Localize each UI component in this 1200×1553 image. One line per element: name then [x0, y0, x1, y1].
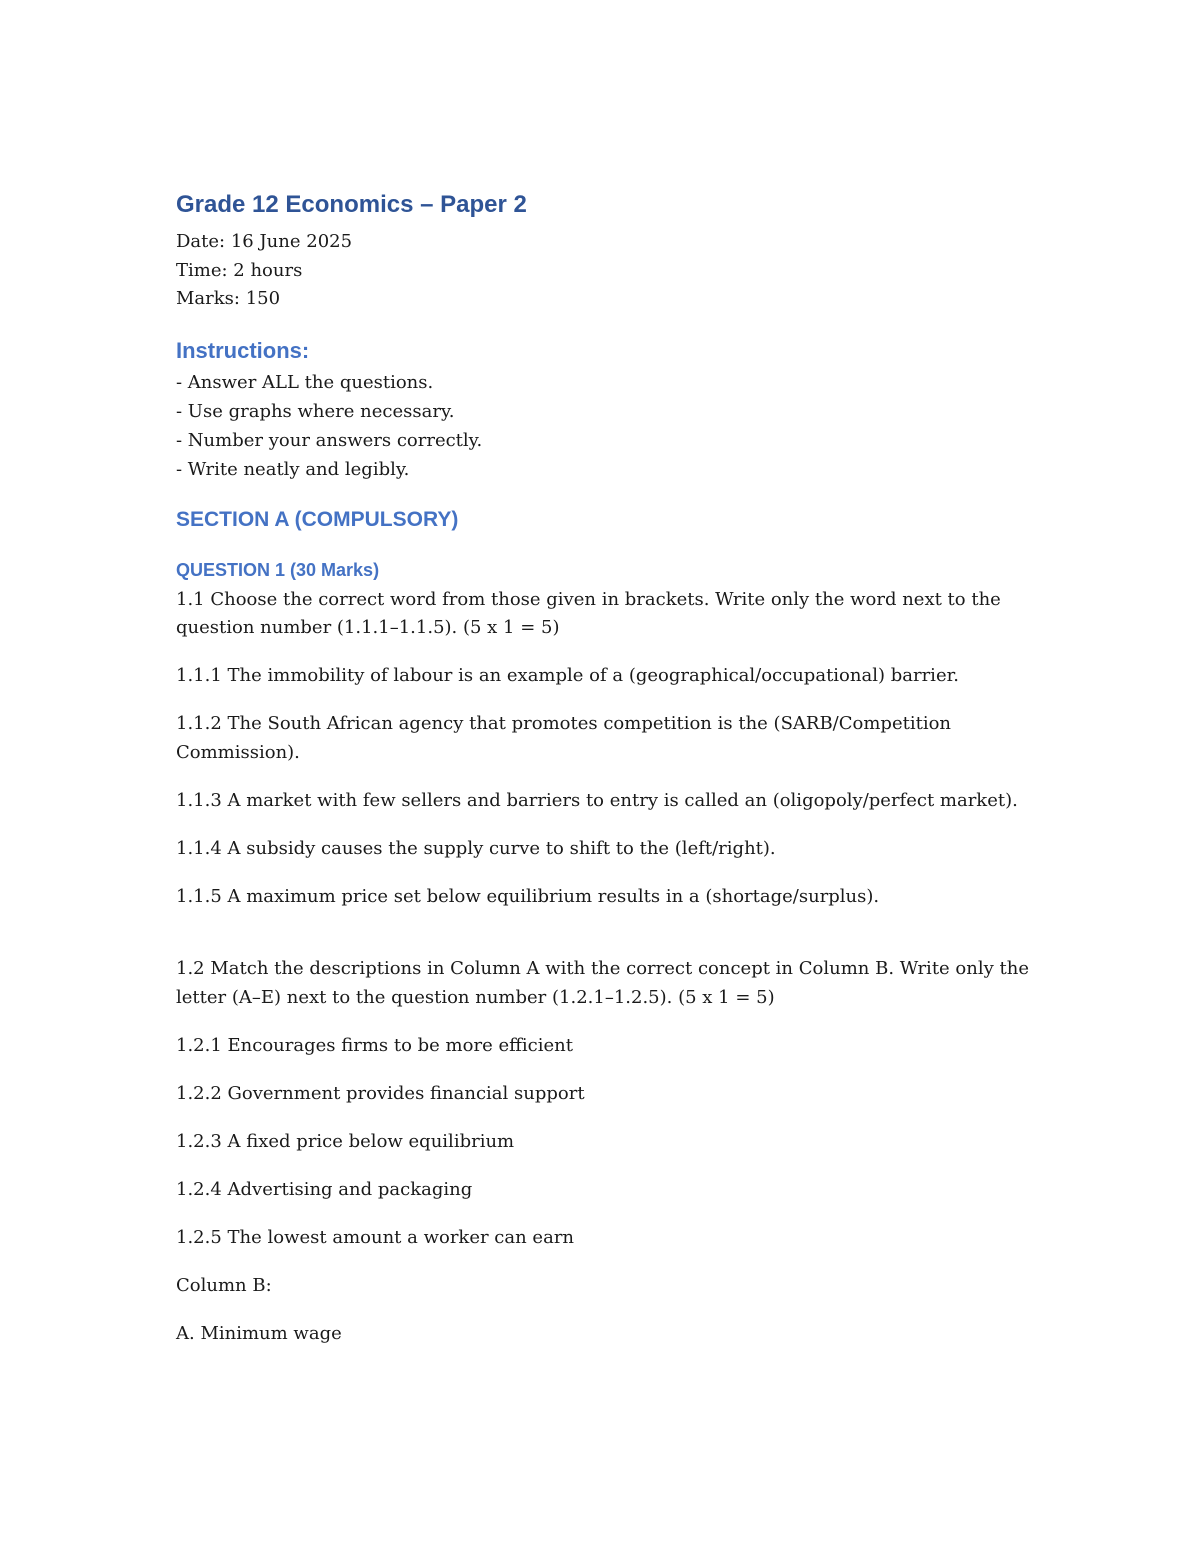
instructions-list — [176, 368, 1046, 484]
instruction-item: - Use graphs where necessary. — [176, 400, 455, 422]
document-title: Grade 12 Economics – Paper 2 — [176, 191, 527, 218]
question-item: 1.2.1 Encourages firms to be more efficient — [176, 1034, 573, 1056]
exam-date: Date: 16 June 2025 — [176, 231, 353, 252]
question-item: 1.2.3 A fixed price below equilibrium — [176, 1130, 515, 1152]
instruction-item: - Answer ALL the questions. — [176, 371, 434, 393]
question-1-1-intro: 1.1 Choose the correct word from those given in brackets. Write only the word next to the question number (1.1.1–1.1.5). (5 x 1 = 5) — [176, 588, 1001, 638]
exam-meta — [176, 228, 1046, 314]
instruction-item: - Write neatly and legibly. — [176, 458, 410, 480]
question-item: 1.2.5 The lowest amount a worker can earn — [176, 1226, 575, 1248]
instruction-item: - Number your answers correctly. — [176, 429, 483, 451]
question-item: 1.2.4 Advertising and packaging — [176, 1178, 473, 1200]
question-item: 1.2.2 Government provides financial support — [176, 1082, 585, 1104]
instructions-heading: Instructions: — [176, 337, 310, 363]
question-item: 1.1.4 A subsidy causes the supply curve to shift to the (left/right). — [176, 837, 776, 859]
document-page — [176, 186, 1046, 1368]
section-a-heading: SECTION A (COMPULSORY) — [176, 507, 459, 531]
column-b-label: Column B: — [176, 1274, 272, 1296]
exam-time: Time: 2 hours — [176, 259, 303, 281]
question-item: 1.1.3 A market with few sellers and barriers to entry is called an (oligopoly/perfect market). — [176, 789, 1018, 811]
question-item: 1.1.5 A maximum price set below equilibrium results in a (shortage/surplus). — [176, 885, 880, 907]
question-1-2-intro: 1.2 Match the descriptions in Column A with the correct concept in Column B. Write only the letter (A–E) next to the question number (1.2.1–1.2.5). (5 x 1 = 5) — [176, 958, 1029, 1008]
exam-marks: Marks: 150 — [176, 288, 281, 309]
question-item: 1.1.2 The South African agency that promotes competition is the (SARB/Competition Commission). — [176, 713, 952, 763]
column-b-item: A. Minimum wage — [176, 1322, 342, 1344]
question-1-heading: QUESTION 1 (30 Marks) — [176, 559, 380, 580]
question-item: 1.1.1 The immobility of labour is an example of a (geographical/occupational) barrier. — [176, 665, 959, 686]
